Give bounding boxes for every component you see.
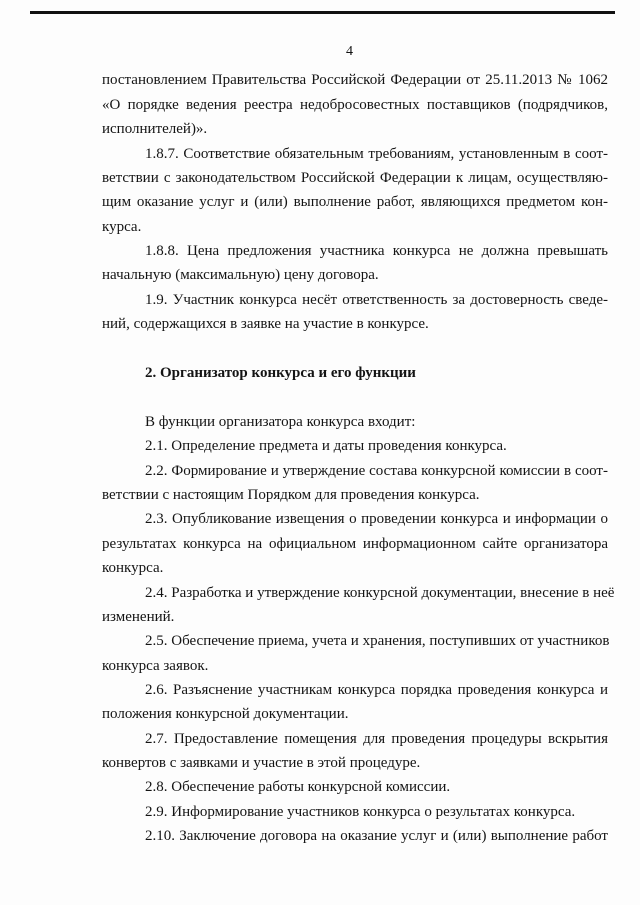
text-line: ветствии с законодательством Российской Федерации к лицам, осуществляю- bbox=[102, 170, 608, 186]
text-line: «О порядке ведения реестра недобросовестных поставщиков (подрядчиков, bbox=[102, 97, 608, 113]
text-line: В функции организатора конкурса входит: bbox=[145, 414, 416, 430]
text-line: положения конкурсной документации. bbox=[102, 706, 349, 722]
text-line: 1.8.7. Соответствие обязательным требованиям, установленным в соот- bbox=[145, 146, 608, 162]
top-border-line bbox=[30, 11, 615, 14]
text-line: результатах конкурса на официальном информационном сайте организатора bbox=[102, 536, 608, 552]
text-line: 2.4. Разработка и утверждение конкурсной документации, внесение в неё bbox=[145, 585, 615, 601]
text-line: конкурса. bbox=[102, 560, 164, 576]
text-line: начальную (максимальную) цену договора. bbox=[102, 267, 379, 283]
text-line: 1.9. Участник конкурса несёт ответственность за достоверность сведе- bbox=[145, 292, 608, 308]
text-line: 2.1. Определение предмета и даты проведения конкурса. bbox=[145, 438, 507, 454]
text-line: 2.9. Информирование участников конкурса о результатах конкурса. bbox=[145, 804, 576, 820]
text-line: ветствии с настоящим Порядком для проведения конкурса. bbox=[102, 487, 480, 503]
text-line: 2.6. Разъяснение участникам конкурса порядка проведения конкурса и bbox=[145, 682, 608, 698]
text-line: изменений. bbox=[102, 609, 175, 625]
text-line: курса. bbox=[102, 219, 142, 235]
section-heading: 2. Организатор конкурса и его функции bbox=[145, 365, 416, 381]
text-line: постановлением Правительства Российской Федерации от 25.11.2013 № 1062 bbox=[102, 72, 608, 88]
text-line: 2.2. Формирование и утверждение состава конкурсной комиссии в соот- bbox=[145, 463, 608, 479]
text-line: 2.7. Предоставление помещения для проведения процедуры вскрытия bbox=[145, 731, 608, 747]
text-line: 2.10. Заключение договора на оказание услуг и (или) выполнение работ bbox=[145, 828, 608, 844]
page-number: 4 bbox=[346, 44, 353, 59]
text-line: 2.8. Обеспечение работы конкурсной комиссии. bbox=[145, 779, 451, 795]
text-line: 1.8.8. Цена предложения участника конкурса не должна превышать bbox=[145, 243, 608, 259]
text-line: конкурса заявок. bbox=[102, 658, 209, 674]
text-line: 2.5. Обеспечение приема, учета и хранения, поступивших от участников bbox=[145, 633, 610, 649]
text-line: ний, содержащихся в заявке на участие в конкурсе. bbox=[102, 316, 429, 332]
text-line: исполнителей)». bbox=[102, 121, 208, 137]
text-line: 2.3. Опубликование извещения о проведении конкурса и информации о bbox=[145, 511, 608, 527]
text-line: конвертов с заявками и участие в этой процедуре. bbox=[102, 755, 421, 771]
text-line: щим оказание услуг и (или) выполнение работ, являющихся предметом кон- bbox=[102, 194, 608, 210]
